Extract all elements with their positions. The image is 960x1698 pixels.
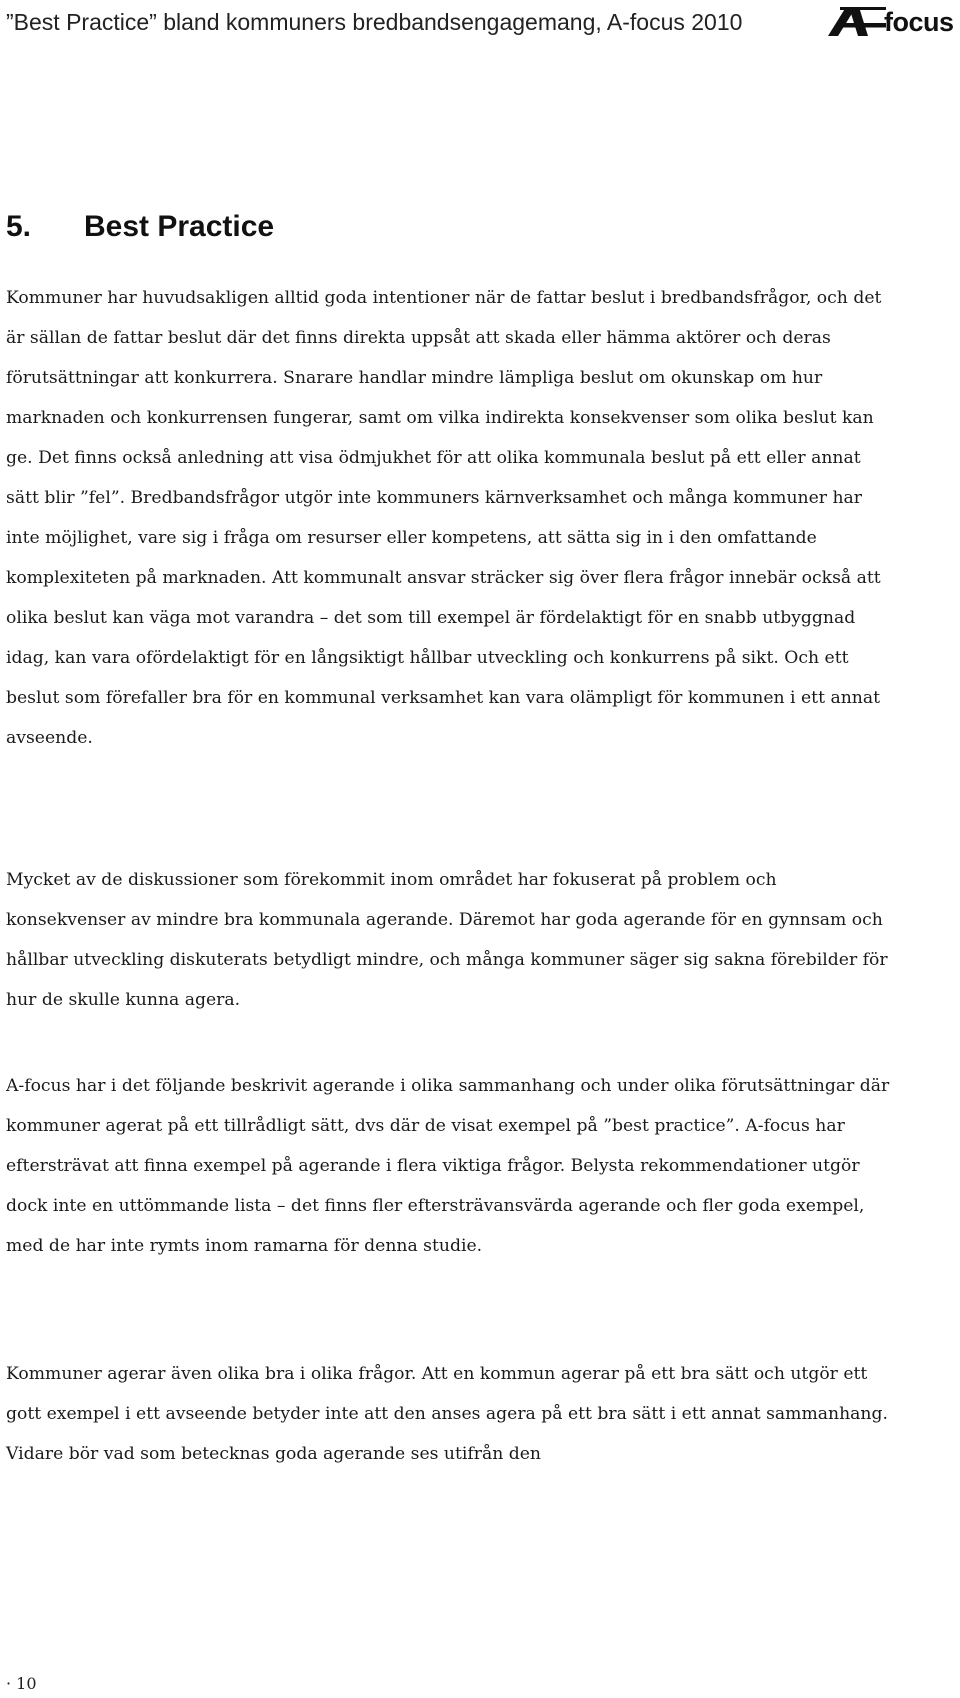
body-paragraph: A-focus har i det följande beskrivit agerande i olika sammanhang och under olika förutsättningar där kommuner agerat på ett tillrådligt sätt, dvs där de visat exempel på ”best practice”. A-focus har eftersträvat att finna exempel på agerande i flera viktiga frågor. Belysta rekommendationer utgör dock inte en uttömmande lista – det finns fler eftersträvansvärda agerande och fler goda exempel, med de har inte rymts inom ramarna för denna studie. <box>6 1076 890 1256</box>
body-paragraph: Kommuner agerar även olika bra i olika frågor. Att en kommun agerar på ett bra sätt och utgör ett gott exempel i ett avseende betyder inte att den anses agera på ett bra sätt i ett annat sammanhang. Vidare bör vad som betecknas goda agerande ses utifrån den <box>6 1364 888 1464</box>
section-title: Best Practice <box>84 210 275 243</box>
body-paragraph: Kommuner har huvudsakligen alltid goda intentioner när de fattar beslut i bredbandsfrågor, och det är sällan de fattar beslut där det finns direkta uppsåt att skada eller hämma aktörer och deras förutsättningar att konkurrera. Snarare handlar mindre lämpliga beslut om okunskap om hur marknaden och konkurrensen fungerar, samt om vilka indirekta konsekvenser som olika beslut kan ge. Det finns också anledning att visa ödmjukhet för att olika kommunala beslut på ett eller annat sätt blir ”fel”. Bredbandsfrågor utgör inte kommuners kärnverksamhet och många kommuner har inte möjlighet, vare sig i fråga om resurser eller kompetens, att sätta sig in i den omfattande komplexiteten på marknaden. Att kommunalt ansvar sträcker sig över flera frågor innebär också att olika beslut kan väga mot varandra – det som till exempel är fördelaktigt för en snabb utbyggnad idag, kan vara ofördelaktigt för en långsiktigt hållbar utveckling och konkurrens på sikt. Och ett beslut som förefaller bra för en kommunal verksamhet kan vara olämpligt för kommunen i ett annat avseende. <box>6 288 882 748</box>
section-heading <box>6 210 274 244</box>
logo-wordmark: focus <box>884 7 954 37</box>
a-focus-logo-mark-icon <box>826 3 888 41</box>
page-header <box>0 0 960 50</box>
page-number: · 10 <box>6 1674 37 1693</box>
section-number: 5. <box>6 210 32 243</box>
body-paragraph: Mycket av de diskussioner som förekommit inom området har fokuserat på problem och konsekvenser av mindre bra kommunala agerande. Däremot har goda agerande för en gynnsam och hållbar utveckling diskuterats betydligt mindre, och många kommuner säger sig sakna förebilder för hur de skulle kunna agera. <box>6 870 888 1010</box>
a-focus-logo <box>826 3 960 41</box>
document-title: ”Best Practice” bland kommuners bredbandsengagemang, A-focus 2010 <box>6 9 743 35</box>
